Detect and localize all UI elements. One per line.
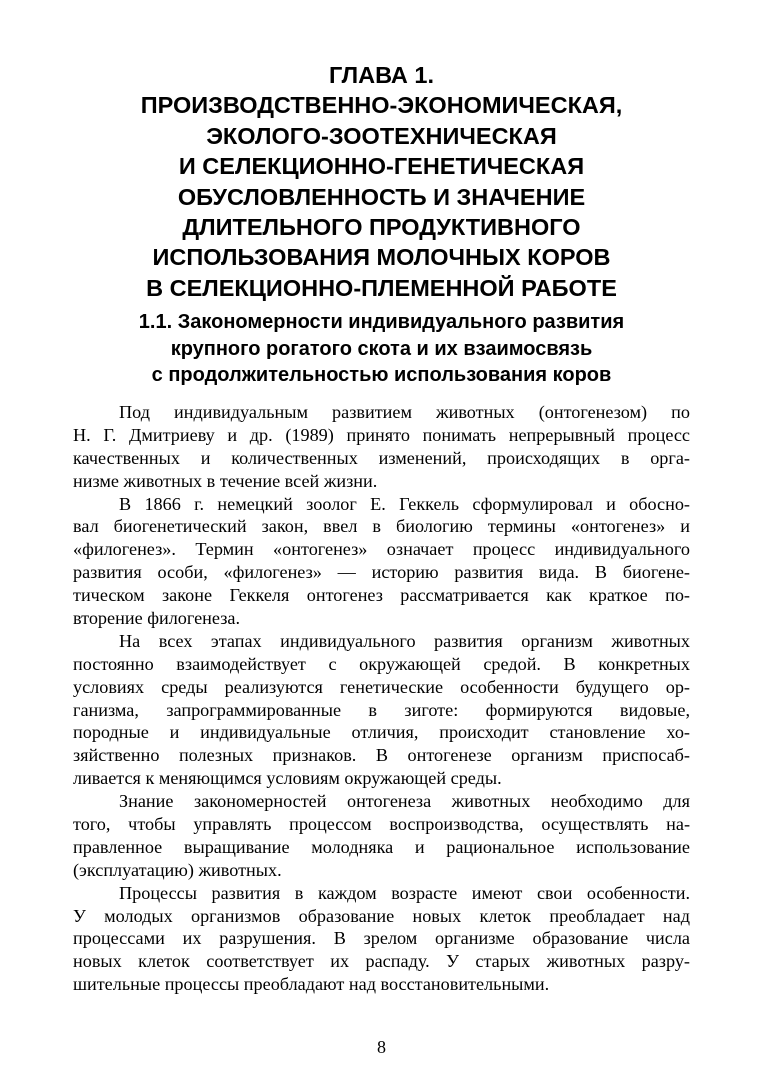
text-line: правленное выращивание молодняка и рациональное использование — [73, 836, 690, 857]
chapter-title-line: ДЛИТЕЛЬНОГО ПРОДУКТИВНОГО — [182, 214, 581, 241]
text-line: Под индивидуальным развитием животных (онтогенезом) по — [119, 402, 690, 422]
section-title-line: с продолжительностью использования коров — [151, 364, 612, 386]
text-line: «филогенез». Термин «онтогенез» означает процесс индивидуального — [73, 539, 690, 560]
text-line: Н. Г. Дмитриеву и др. (1989) принято понимать непрерывный процесс — [73, 424, 690, 445]
paragraph — [73, 790, 690, 882]
text-line: вал биогенетический закон, ввел в биологию термины «онтогенез» и — [73, 516, 690, 537]
text-line: условиях среды реализуются генетические особенности будущего ор- — [73, 676, 690, 697]
paragraph — [73, 401, 690, 493]
section-title-line: 1.1. Закономерности индивидуального развития — [138, 311, 625, 333]
text-line: Знание закономерностей онтогенеза животных необходимо для — [119, 791, 690, 812]
text-line: тическом законе Геккеля онтогенез рассматривается как краткое по- — [73, 585, 690, 606]
text-line: развития особи, «филогенез» — историю развития вида. В биогене- — [73, 562, 690, 583]
chapter-title — [60, 60, 703, 303]
text-line: В 1866 г. немецкий зоолог Е. Геккель сформулировал и обосно- — [119, 493, 690, 514]
paragraph — [73, 630, 690, 790]
chapter-title-line: ИСПОЛЬЗОВАНИЯ МОЛОЧНЫХ КОРОВ — [152, 244, 611, 271]
text-line: новых клеток соответствует их распаду. У старых животных разру- — [73, 951, 690, 972]
chapter-title-line: ОБУСЛОВЛЕННОСТЬ И ЗНАЧЕНИЕ — [177, 183, 586, 210]
paragraph — [73, 493, 690, 630]
body-text — [73, 401, 690, 996]
text-line: породные и индивидуальные отличия, происходит становление хо- — [73, 722, 690, 743]
text-line: зяйственно полезных признаков. В онтогенезе организм приспосаб- — [73, 745, 690, 766]
chapter-title-line: В СЕЛЕКЦИОННО-ПЛЕМЕННОЙ РАБОТЕ — [146, 274, 617, 301]
text-line: вторение филогенеза. — [73, 608, 240, 629]
text-line: У молодых организмов образование новых клеток преобладает над — [73, 905, 690, 926]
text-line: (эксплуатацию) животных. — [73, 859, 282, 880]
text-line: низме животных в течение всей жизни. — [73, 470, 378, 491]
chapter-title-line: ГЛАВА 1. — [328, 62, 435, 88]
text-line: шительные процессы преобладают над восстановительными. — [73, 974, 550, 995]
chapter-title-line: И СЕЛЕКЦИОННО-ГЕНЕТИЧЕСКАЯ — [178, 153, 585, 180]
text-line: того, чтобы управлять процессом воспроизводства, осуществлять на- — [73, 814, 690, 835]
chapter-title-line: ЭКОЛОГО-ЗООТЕХНИЧЕСКАЯ — [206, 122, 557, 149]
text-line: постоянно взаимодействует с окружающей средой. В конкретных — [73, 653, 690, 674]
section-title — [60, 309, 703, 389]
chapter-title-line: ПРОИЗВОДСТВЕННО-ЭКОНОМИЧЕСКАЯ, — [140, 92, 623, 119]
text-line: Процессы развития в каждом возрасте имеют свои особенности. — [119, 882, 690, 903]
text-line: качественных и количественных изменений, происходящих в орга- — [73, 447, 690, 468]
section-title-line: крупного рогатого скота и их взаимосвязь — [170, 337, 593, 360]
text-line: ливается к меняющимся условиям окружающей среды. — [73, 768, 502, 789]
text-line: На всех этапах индивидуального развития организм животных — [119, 630, 690, 651]
text-line: ганизма, запрограммированные в зиготе: формируются видовые, — [73, 699, 690, 720]
paragraph — [73, 882, 690, 996]
page-number: 8 — [377, 1037, 386, 1057]
text-line: процессами их разрушения. В зрелом организме образование числа — [73, 928, 690, 949]
